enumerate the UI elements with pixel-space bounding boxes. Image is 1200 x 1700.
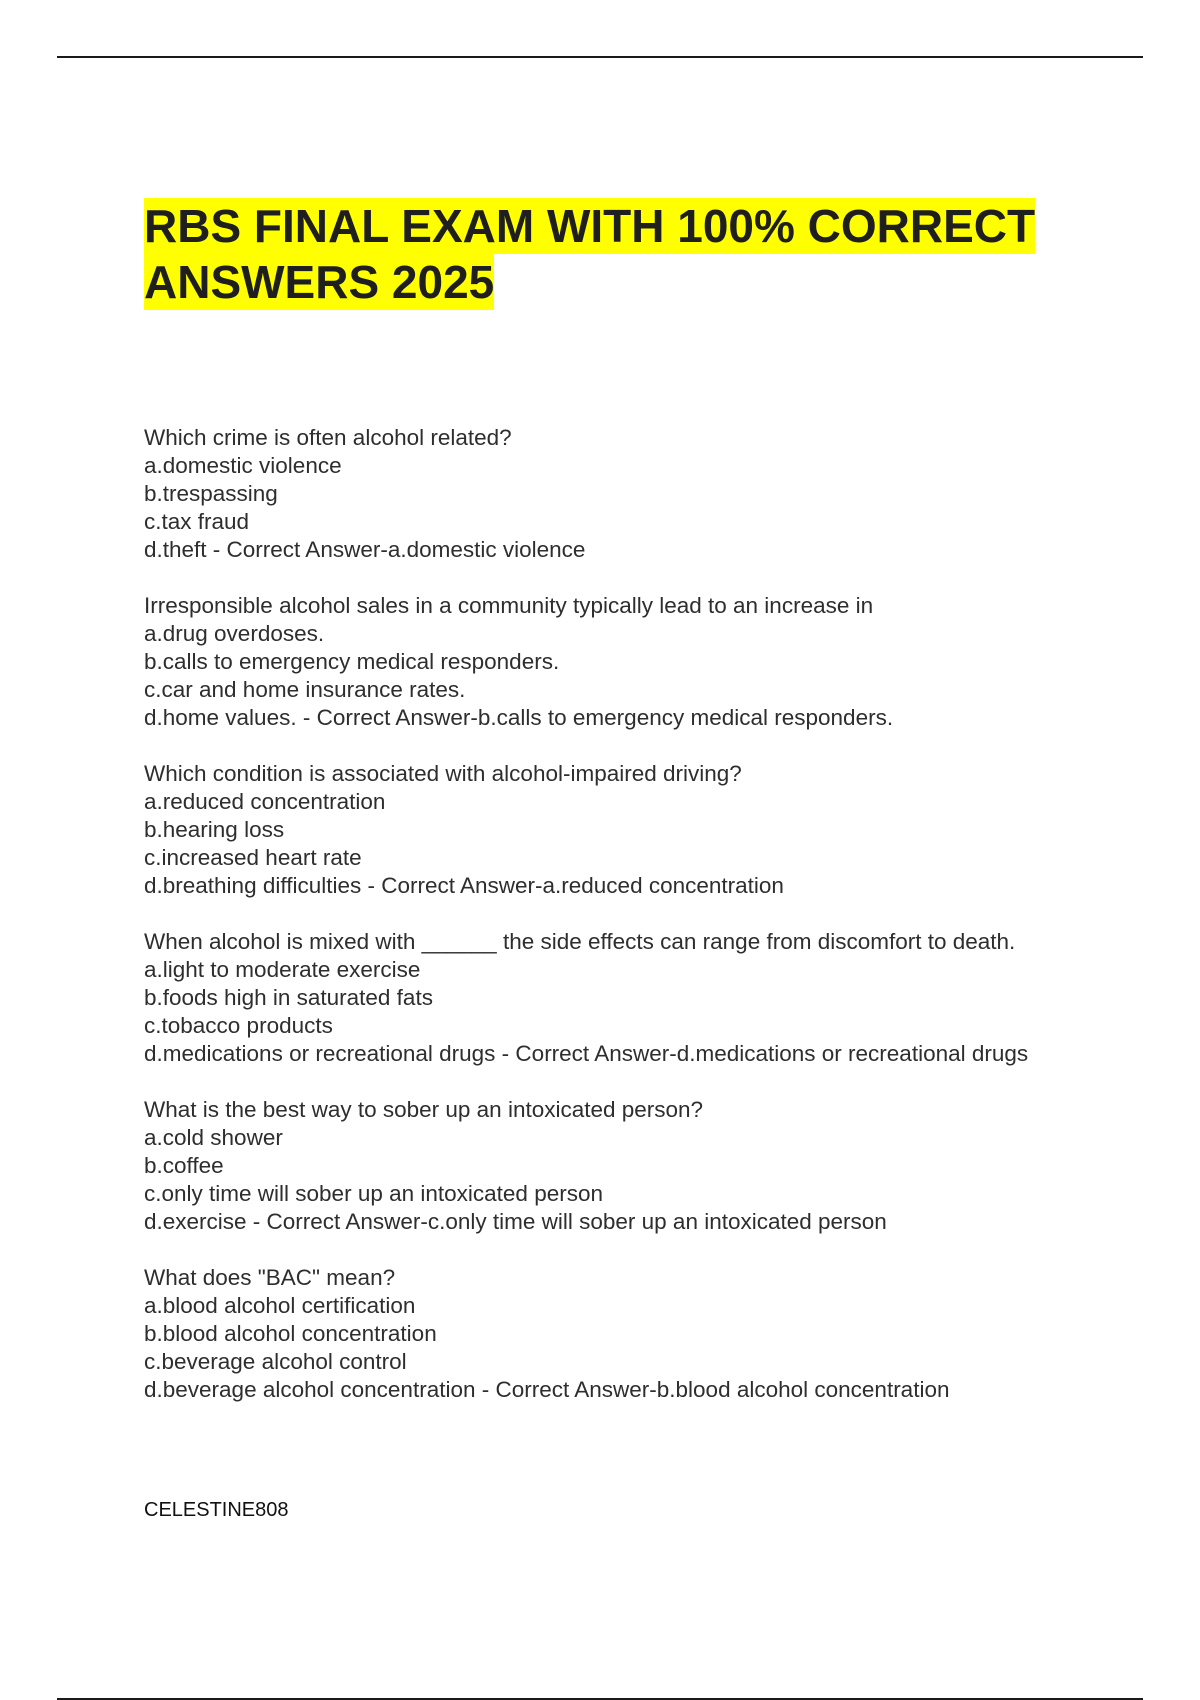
answer-option: c.increased heart rate (144, 845, 362, 870)
document-title (144, 198, 1084, 310)
question-block (144, 760, 1094, 900)
answer-option: b.foods high in saturated fats (144, 985, 433, 1010)
answer-option: b.blood alcohol concentration (144, 1321, 437, 1346)
question-text: Which condition is associated with alcohol-impaired driving? (144, 761, 742, 786)
answer-option: c.tobacco products (144, 1013, 333, 1038)
answer-option-with-correct-answer: d.beverage alcohol concentration - Correct Answer-b.blood alcohol concentration (144, 1377, 950, 1402)
answer-option-with-correct-answer: d.breathing difficulties - Correct Answer-a.reduced concentration (144, 873, 784, 898)
question-block (144, 1096, 1094, 1236)
answer-option-with-correct-answer: d.medications or recreational drugs - Correct Answer-d.medications or recreational drugs (144, 1041, 1029, 1066)
answer-option: a.drug overdoses. (144, 621, 325, 646)
answer-option: b.coffee (144, 1153, 224, 1178)
answer-option-with-correct-answer: d.exercise - Correct Answer-c.only time will sober up an intoxicated person (144, 1209, 887, 1234)
answer-option: c.tax fraud (144, 509, 250, 534)
question-block (144, 592, 1094, 732)
answer-option: a.blood alcohol certification (144, 1293, 416, 1318)
answer-option: b.hearing loss (144, 817, 285, 842)
answer-option: b.trespassing (144, 481, 278, 506)
answer-option-with-correct-answer: d.home values. - Correct Answer-b.calls to emergency medical responders. (144, 705, 894, 730)
question-text: Which crime is often alcohol related? (144, 425, 512, 450)
answer-option: a.reduced concentration (144, 789, 386, 814)
answer-option: a.light to moderate exercise (144, 957, 421, 982)
answer-option: a.cold shower (144, 1125, 283, 1150)
answer-option: b.calls to emergency medical responders. (144, 649, 560, 674)
question-text: What does "BAC" mean? (144, 1265, 396, 1290)
author-footer-label: CELESTINE808 (144, 1499, 289, 1521)
question-block (144, 1264, 1094, 1404)
top-rule (57, 56, 1143, 58)
question-list (144, 424, 1094, 1432)
question-block (144, 928, 1094, 1068)
title-highlight: RBS FINAL EXAM WITH 100% CORRECT ANSWERS 2025 (144, 200, 1036, 308)
question-text: What is the best way to sober up an intoxicated person? (144, 1097, 704, 1122)
question-text: Irresponsible alcohol sales in a community typically lead to an increase in (144, 593, 874, 618)
question-block (144, 424, 1094, 564)
answer-option: c.beverage alcohol control (144, 1349, 407, 1374)
question-text: When alcohol is mixed with ______ the side effects can range from discomfort to death. (144, 929, 1016, 954)
answer-option: a.domestic violence (144, 453, 342, 478)
answer-option: c.car and home insurance rates. (144, 677, 466, 702)
answer-option-with-correct-answer: d.theft - Correct Answer-a.domestic violence (144, 537, 586, 562)
answer-option: c.only time will sober up an intoxicated person (144, 1181, 603, 1206)
